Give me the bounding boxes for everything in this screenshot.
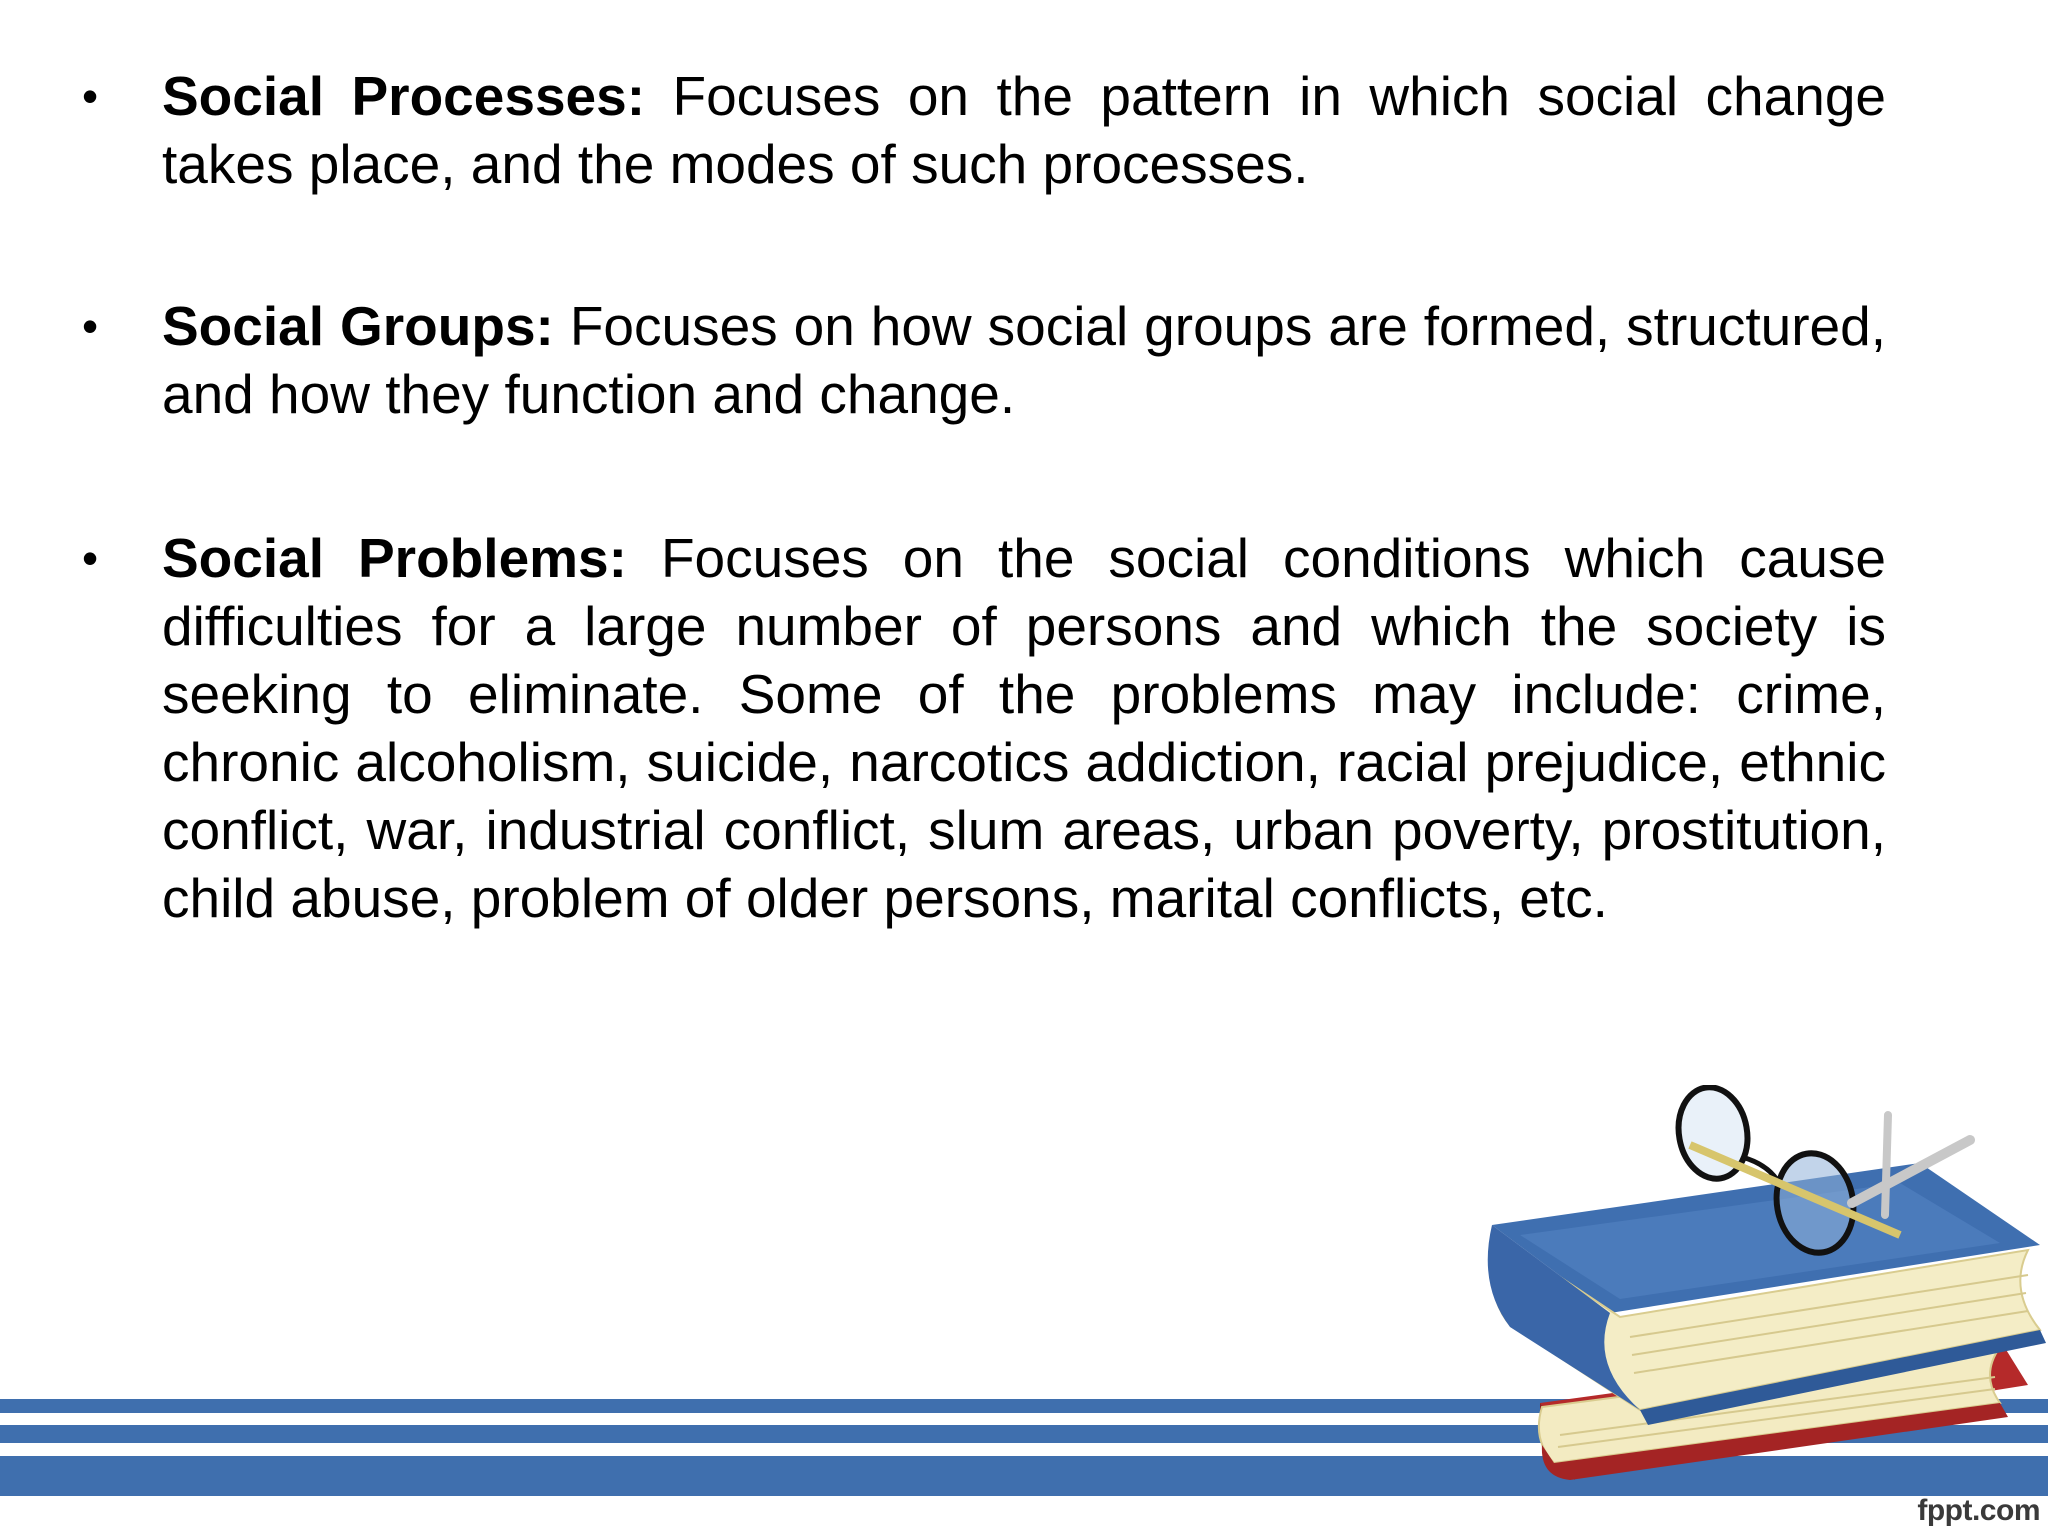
books-with-glasses-icon xyxy=(1480,1085,2048,1515)
bullet-description: Focuses on the social conditions which cause difficulties for a large number of persons and which the society is seeking to eliminate. Some of the problems may include: crime, chronic alcoholism, suicide, narcotics addiction, racial prejudice, ethnic conflict, war, industrial conflict, slum areas, urban poverty, prostitution, child abuse, problem of older persons, marital conflicts, etc. xyxy=(162,527,1886,929)
bullet-icon: • xyxy=(82,300,99,352)
watermark: fppt.com xyxy=(1917,1494,2040,1527)
bullet-social-processes xyxy=(82,62,1886,198)
bullet-social-groups xyxy=(82,292,1886,428)
bullet-social-problems xyxy=(82,524,1886,932)
bullet-icon: • xyxy=(82,70,99,122)
bullet-term: Social Groups: xyxy=(162,295,554,357)
bullet-term: Social Processes: xyxy=(162,65,646,127)
bullet-text xyxy=(162,292,1886,428)
bullet-description: Focuses on how social groups are formed, structured, and how they function and change. xyxy=(162,295,1886,425)
bullet-term: Social Problems: xyxy=(162,527,627,589)
bullet-description: Focuses on the pattern in which social change takes place, and the modes of such processes. xyxy=(162,65,1886,195)
bullet-text xyxy=(162,62,1886,198)
bullet-text xyxy=(162,524,1886,932)
bullet-icon: • xyxy=(82,532,99,584)
